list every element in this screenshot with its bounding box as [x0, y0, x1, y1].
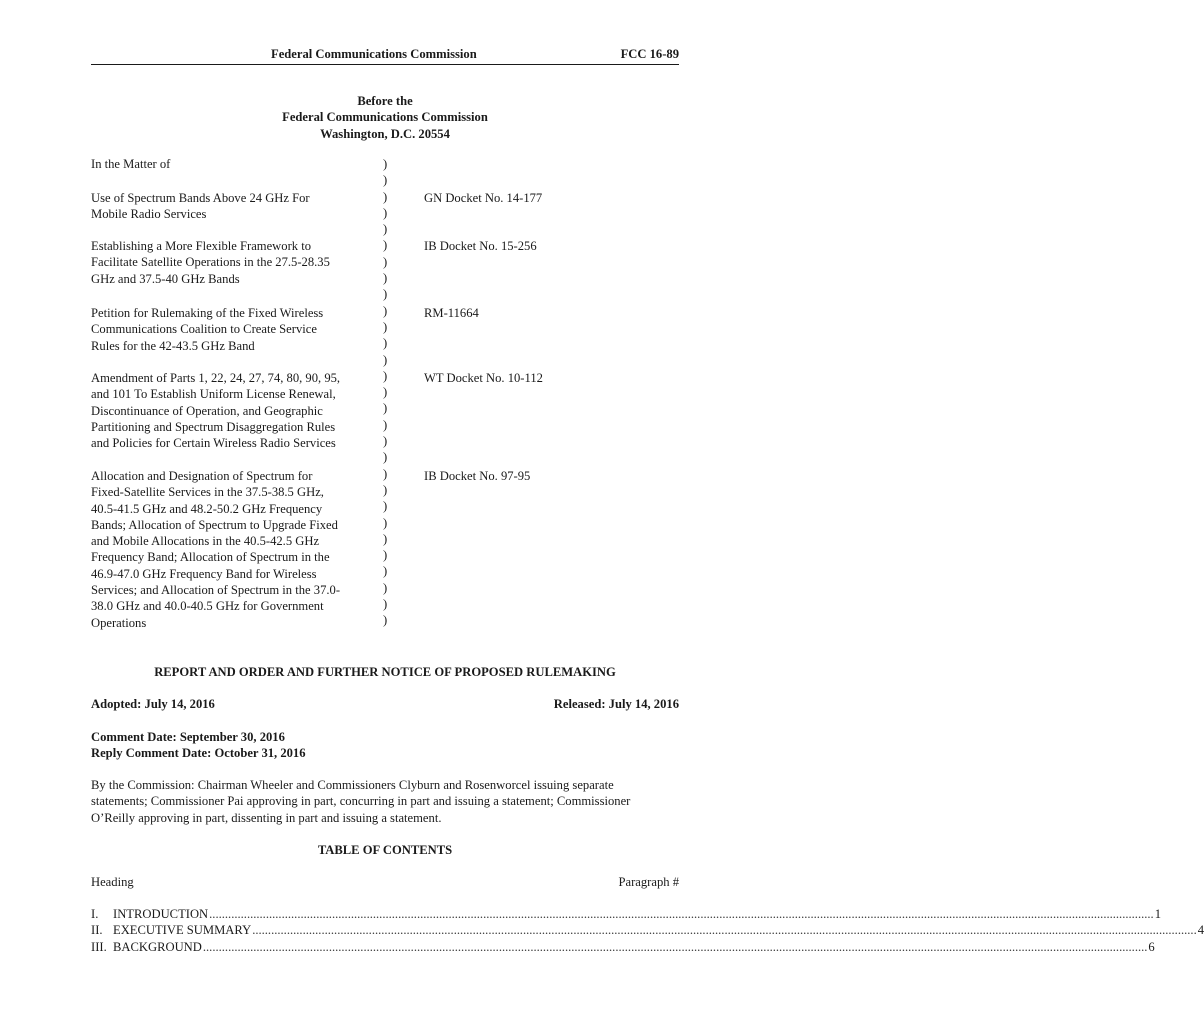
- caption-paren: ): [383, 336, 388, 351]
- caption-paren: ): [383, 466, 388, 481]
- caption-paren: ): [383, 287, 388, 302]
- caption-paren: ): [383, 417, 388, 432]
- comment-date: Comment Date: September 30, 2016: [91, 730, 285, 744]
- caption-paren: ): [383, 319, 388, 334]
- toc-entry-number: II.: [91, 923, 103, 938]
- toc-entry-paragraph: 1: [1154, 907, 1161, 921]
- caption-paren: ): [383, 580, 388, 595]
- toc-leader-dots: ............................................................................................................................................................................................................................................................................................................: [252, 923, 1197, 938]
- toc-leader-dots: ............................................................................................................................................................................................................................................................................................................: [202, 939, 1148, 954]
- matter-item: Amendment of Parts 1, 22, 24, 27, 74, 80, 90, 95, and 101 To Establish Uniform License Renewal, Discontinuance of Operation, and Geographic Partitioning and Spectrum Disaggregation Rules and Policies for Certain Wireless Radio Services: [91, 371, 341, 451]
- agency-line: Federal Communications Commission: [282, 110, 488, 125]
- toc-entry[interactable]: [91, 939, 1155, 955]
- reply-comment-date: Reply Comment Date: October 31, 2016: [91, 746, 306, 761]
- caption-paren: ): [383, 499, 388, 514]
- matter-item: Establishing a More Flexible Framework to Facilitate Satellite Operations in the 27.5-28.35 GHz and 37.5-40 GHz Bands: [91, 239, 330, 286]
- toc-heading-label: Heading: [91, 875, 134, 889]
- caption-parentheses: [383, 156, 395, 629]
- before-line: Before the: [357, 94, 413, 108]
- caption-paren: ): [383, 303, 388, 318]
- caption-paren: ): [383, 238, 388, 253]
- caption-paren: ): [383, 222, 388, 237]
- caption-paren: ): [383, 564, 388, 579]
- adopted-date: Adopted: July 14, 2016: [91, 697, 215, 711]
- caption-paren: ): [383, 515, 388, 530]
- caption-paren: ): [383, 531, 388, 546]
- caption-paren: ): [383, 173, 388, 188]
- caption-paren: ): [383, 401, 388, 416]
- caption-paren: ): [383, 548, 388, 563]
- caption-paren: ): [383, 368, 388, 383]
- toc-leader-dots: ............................................................................................................................................................................................................................................................................................................: [209, 907, 1154, 921]
- caption-paren: ): [383, 254, 388, 269]
- toc-entry-label: BACKGROUND: [113, 939, 202, 954]
- toc-entry[interactable]: [91, 922, 1204, 938]
- toc-entry-number: I.: [91, 907, 99, 921]
- by-commission-line: statements; Commissioner Pai approving in part, concurring in part and issuing a statement; Commissioner: [91, 794, 631, 809]
- comment-dates: [91, 729, 679, 762]
- caption-paren: ): [383, 205, 388, 220]
- docket-number: IB Docket No. 97-95: [424, 469, 531, 483]
- toc-paragraph-label: Paragraph #: [618, 875, 679, 889]
- caption-paren: ): [383, 482, 388, 497]
- toc-title: TABLE OF CONTENTS: [317, 843, 453, 857]
- caption-paren: ): [383, 271, 388, 286]
- matter-item: Allocation and Designation of Spectrum for Fixed-Satellite Services in the 37.5-38.5 GHz, 40.5-41.5 GHz and 48.2-50.2 GHz Frequency Bands; Allocation of Spectrum to Upgrade Fixed and Mobile Allocations in the 40.5-42.5 GHz Frequency Band; Allocation of Spectrum in the 46.9-47.0 GHz Frequency Band for Wireless Services; and Allocation of Spectrum in the 37.0- 38.0 GHz and 40.0-40.5 GHz for Government Operations: [91, 469, 341, 630]
- docket-number: GN Docket No. 14-177: [424, 191, 543, 205]
- caption-paren: ): [383, 385, 388, 400]
- header-fcc-number: FCC 16-89: [620, 47, 679, 61]
- before-block: [91, 93, 679, 142]
- released-date: Released: July 14, 2016: [553, 697, 679, 711]
- matter-item: Use of Spectrum Bands Above 24 GHz For Mobile Radio Services: [91, 191, 310, 222]
- caption-paren: ): [383, 352, 388, 367]
- table-of-contents: [91, 906, 1204, 955]
- toc-entry[interactable]: [91, 906, 1161, 922]
- toc-entry-label: INTRODUCTION: [113, 907, 209, 921]
- by-commission-line: O’Reilly approving in part, dissenting in part and issuing a statement.: [91, 810, 442, 825]
- document-page: [91, 0, 1204, 1024]
- docket-number: WT Docket No. 10-112: [424, 371, 543, 385]
- toc-entry-paragraph: 6: [1148, 939, 1155, 954]
- header-agency: Federal Communications Commission: [271, 47, 477, 61]
- by-the-commission: [91, 777, 683, 826]
- address-line: Washington, D.C. 20554: [320, 126, 450, 141]
- caption-paren: ): [383, 157, 388, 171]
- toc-entry-number: III.: [91, 939, 107, 954]
- caption-paren: ): [383, 597, 388, 612]
- running-header: [91, 46, 679, 65]
- caption-paren: ): [383, 434, 388, 449]
- docket-number: RM-11664: [424, 306, 479, 320]
- report-title: REPORT AND ORDER AND FURTHER NOTICE OF PROPOSED RULEMAKING: [154, 665, 616, 679]
- toc-entry-label: EXECUTIVE SUMMARY: [113, 923, 252, 938]
- by-commission-line: By the Commission: Chairman Wheeler and Commissioners Clyburn and Rosenworcel issuing separate: [91, 778, 614, 792]
- caption-paren: ): [383, 613, 388, 628]
- caption-paren: ): [383, 189, 388, 204]
- toc-entry-paragraph: 4: [1197, 923, 1204, 938]
- caption-paren: ): [383, 450, 388, 465]
- in-the-matter: In the Matter of: [91, 157, 171, 171]
- docket-number: IB Docket No. 15-256: [424, 239, 537, 253]
- matter-item: Petition for Rulemaking of the Fixed Wireless Communications Coalition to Create Service Rules for the 42-43.5 GHz Band: [91, 306, 324, 353]
